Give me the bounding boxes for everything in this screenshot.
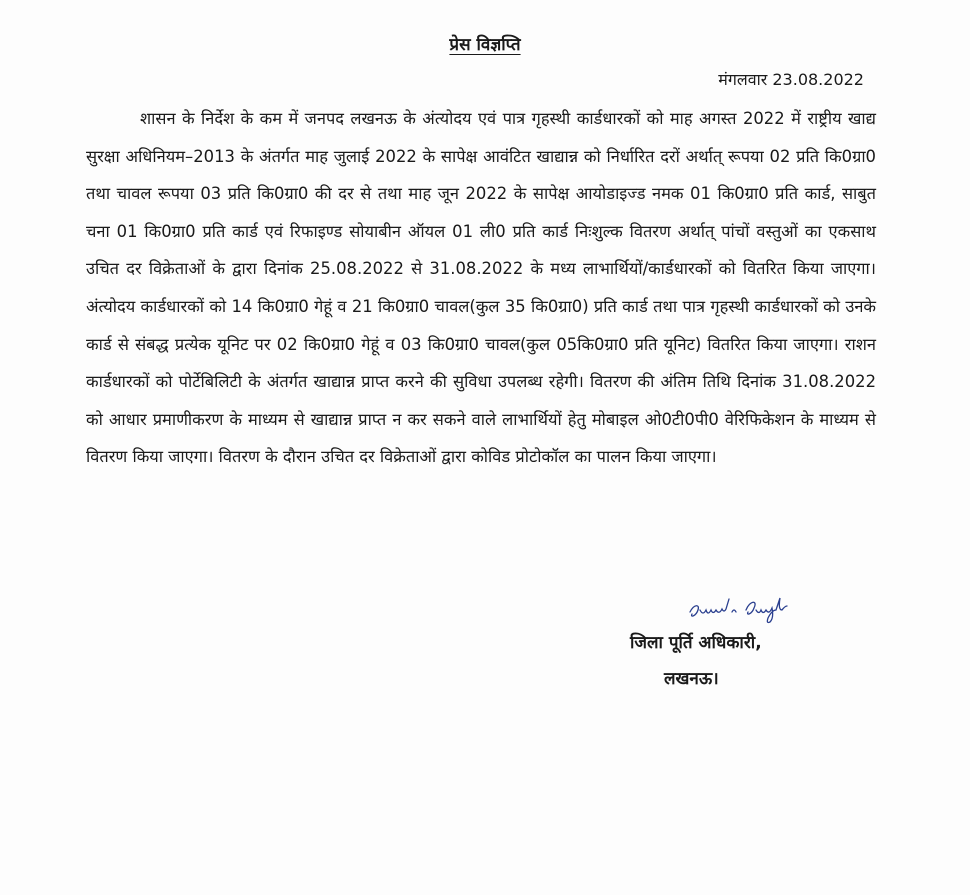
handwritten-signature: [686, 590, 806, 626]
officer-location: लखनऊ।: [664, 669, 719, 689]
document-body: शासन के निर्देश के कम में जनपद लखनऊ के अंत्योदय एवं पात्र गृहस्थी कार्डधारकों को माह अगस्त 2022 में राष्ट्रीय खाद्य सुरक्षा अधिनियम–2013 के अंतर्गत माह जुलाई 2022 के सापेक्ष आवंटित खाद्यान्न को निर्धारित दरों अर्थात् रूपया 02 प्रति कि0ग्रा0 तथा चावल रूपया 03 प्रति कि0ग्रा0 की दर से तथा माह जून 2022 के सापेक्ष आयोडाइज्ड नमक 01 कि0ग्रा0 प्रति कार्ड, साबुत चना 01 कि0ग्रा0 प्रति कार्ड एवं रिफाइण्ड सोयाबीन ऑयल 01 ली0 प्रति कार्ड निःशुल्क वितरण अर्थात् पांचों वस्तुओं का एकसाथ उचित दर विक्रेताओं के द्वारा दिनांक 25.08.2022 से 31.08.2022 के मध्य लाभार्थियों/कार्डधारकों को वितरित किया जाएगा। अंत्योदय कार्डधारकों को 14 कि0ग्रा0 गेहूं व 21 कि0ग्रा0 चावल(कुल 35 कि0ग्रा0) प्रति कार्ड तथा पात्र गृहस्थी कार्डधारकों को उनके कार्ड से संबद्ध प्रत्येक यूनिट पर 02 कि0ग्रा0 गेहूं व 03 कि0ग्रा0 चावल(कुल 05कि0ग्रा0 प्रति यूनिट) वितरित किया जाएगा। राशन कार्डधारकों को पोर्टेबिलिटी के अंतर्गत खाद्यान्न प्राप्त करने की सुविधा उपलब्ध रहेगी। वितरण की अंतिम तिथि दिनांक 31.08.2022 को आधार प्रमाणीकरण के माध्यम से खाद्यान्न प्राप्त न कर सकने वाले लाभार्थियों हेतु मोबाइल ओ0टी0पी0 वेरिफिकेशन के माध्यम से वितरण किया जाएगा। वितरण के दौरान उचित दर विक्रेताओं द्वारा कोविड प्रोटोकॉल का पालन किया जाएगा।: [86, 109, 876, 467]
document-date: मंगलवार 23.08.2022: [718, 70, 864, 89]
officer-designation: जिला पूर्ति अधिकारी,: [630, 633, 762, 653]
document-title: प्रेस विज्ञप्ति: [449, 35, 521, 55]
signature-block: [630, 590, 870, 700]
